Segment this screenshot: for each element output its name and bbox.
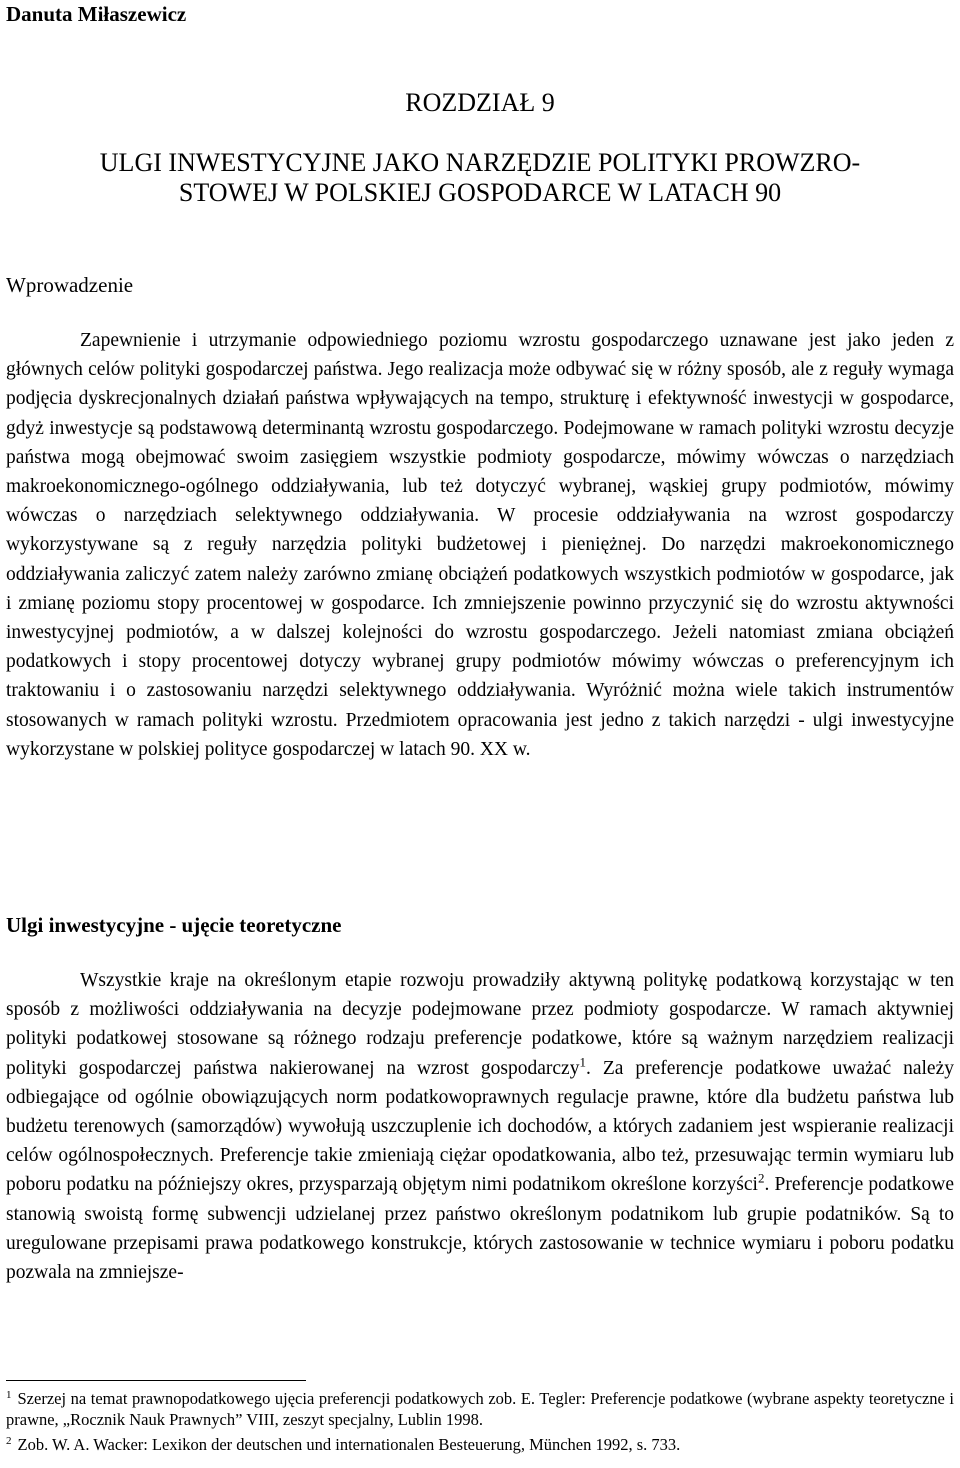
footnote-1-text: Szerzej na temat prawnopodatkowego ujęcia preferencji podatkowych zob. E. Tegler: Preferencje podatkowe (wybrane aspekty teoretyczne i prawne, „Rocznik Nauk Prawnych” VIII, zeszyt specjalny, Lublin 1998. [6,1389,954,1429]
intro-heading: Wprowadzenie [6,273,134,297]
section-paragraph [6,966,954,1287]
footnote-2 [6,1435,954,1456]
footnote-2-number: 2 [6,1434,12,1447]
footnote-2-text: Zob. W. A. Wacker: Lexikon der deutschen und internationalen Besteuerung, München 1992, s. 733. [17,1435,681,1454]
section-text-part-1: Wszystkie kraje na określonym etapie rozwoju prowadziły aktywną politykę podatkową korzystając w ten sposób z możliwości oddziaływania na decyzje podejmowane przez podmioty gospodarcze. W ramach aktywniej polityki podatkowej stosowane są różnego rodzaju preferencje podatkowe, które są ważnym narzędziem realizacji polityki gospodarczej państwa nakierowanej na wzrost gospodarczy [6,970,954,1079]
running-header-author: Danuta Miłaszewicz [6,2,187,26]
footnote-ref-1[interactable]: 1 [579,1054,586,1070]
chapter-title-line-2: STOWEJ W POLSKIEJ GOSPODARCE W LATACH 90 [178,178,782,207]
chapter-title [6,148,954,208]
footnote-1-number: 1 [6,1388,12,1401]
section-heading: Ulgi inwestycyjne - ujęcie teoretyczne [6,913,342,937]
intro-paragraph: Zapewnienie i utrzymanie odpowiedniego poziomu wzrostu gospodarczego uznawane jest jako jeden z głównych celów polityki gospodarczej państwa. Jego realizacja może odbywać się w różny sposób, ale z reguły wymaga podjęcia dyskrecjonalnych działań państwa wpływających na tempo, strukturę i efektywność inwestycji w gospodarce, gdyż inwestycje są podstawową determinantą wzrostu gospodarczego. Podejmowane w ramach polityki wzrostu decyzje państwa mogą obejmować swoim zasięgiem wszystkie podmioty gospodarcze, mówimy wówczas o narzędziach makroekonomicznego-ogólnego oddziaływania, lub też dotyczyć wybranej, wąskiej grupy podmiotów, mówimy wówczas o narzędziach selektywnego oddziaływania. W procesie oddziaływania na wzrost gospodarczy wykorzystywane są z reguły narzędzia polityki budżetowej i pieniężnej. Do narzędzi makroekonomicznego oddziaływania zaliczyć zatem należy zarówno zmianę obciążeń podatkowych wszystkich podmiotów w gospodarce, jak i zmianę poziomu stopy procentowej w gospodarce. Ich zmniejszenie powinno przyczynić się do wzrostu aktywności inwestycyjnej podmiotów, a w dalszej kolejności do wzrostu gospodarczego. Jeżeli natomiast zmiana obciążeń podatkowych i stopy procentowej dotyczy wybranej grupy podmiotów mówimy wówczas o preferencyjnym ich traktowaniu i o zastosowaniu narzędzi selektywnego oddziaływania. Wyróżnić można wiele takich instrumentów stosowanych w ramach polityki wzrostu. Przedmiotem opracowania jest jedno z takich narzędzi - ulgi inwestycyjne wykorzystane w polskiej polityce gospodarczej w latach 90. XX w. [6,330,954,760]
chapter-title-line-1: ULGI INWESTYCYJNE JAKO NARZĘDZIE POLITYKI PROWZRO- [99,148,861,177]
footnote-ref-2[interactable]: 2 [757,1170,765,1186]
footnote-separator [6,1380,306,1381]
section-text-part-3: . Preferencje podatkowe stanowią swoistą formę subwencji udzielanej przez państwo określonym podatnikom lub grupie podatników. Są to uregulowane przepisami prawa podatkowego konstrukcje, których zastosowanie w technice wymiaru i poboru podatku pozwala na zmniejsze- [6,1174,954,1284]
chapter-label: ROZDZIAŁ 9 [405,88,555,117]
section-text-part-2: . Za preferencje podatkowe uważać należy odbiegające od ogólnie obowiązujących norm podatkowoprawnych regulacje prawne, które dla budżetu państwa lub budżetu terenowych (samorządów) wywołują uszczuplenie ich dochodów, a których zadaniem jest wspieranie realizacji celów ogólnospołecznych. Preferencje takie zmieniają ciężar opodatkowania, albo też, przesuwając termin wymiaru lub poboru podatku na późniejszy okres, przysparzają objętym nimi podatnikom określone korzyści [6,1057,954,1196]
footnote-1 [6,1389,954,1430]
